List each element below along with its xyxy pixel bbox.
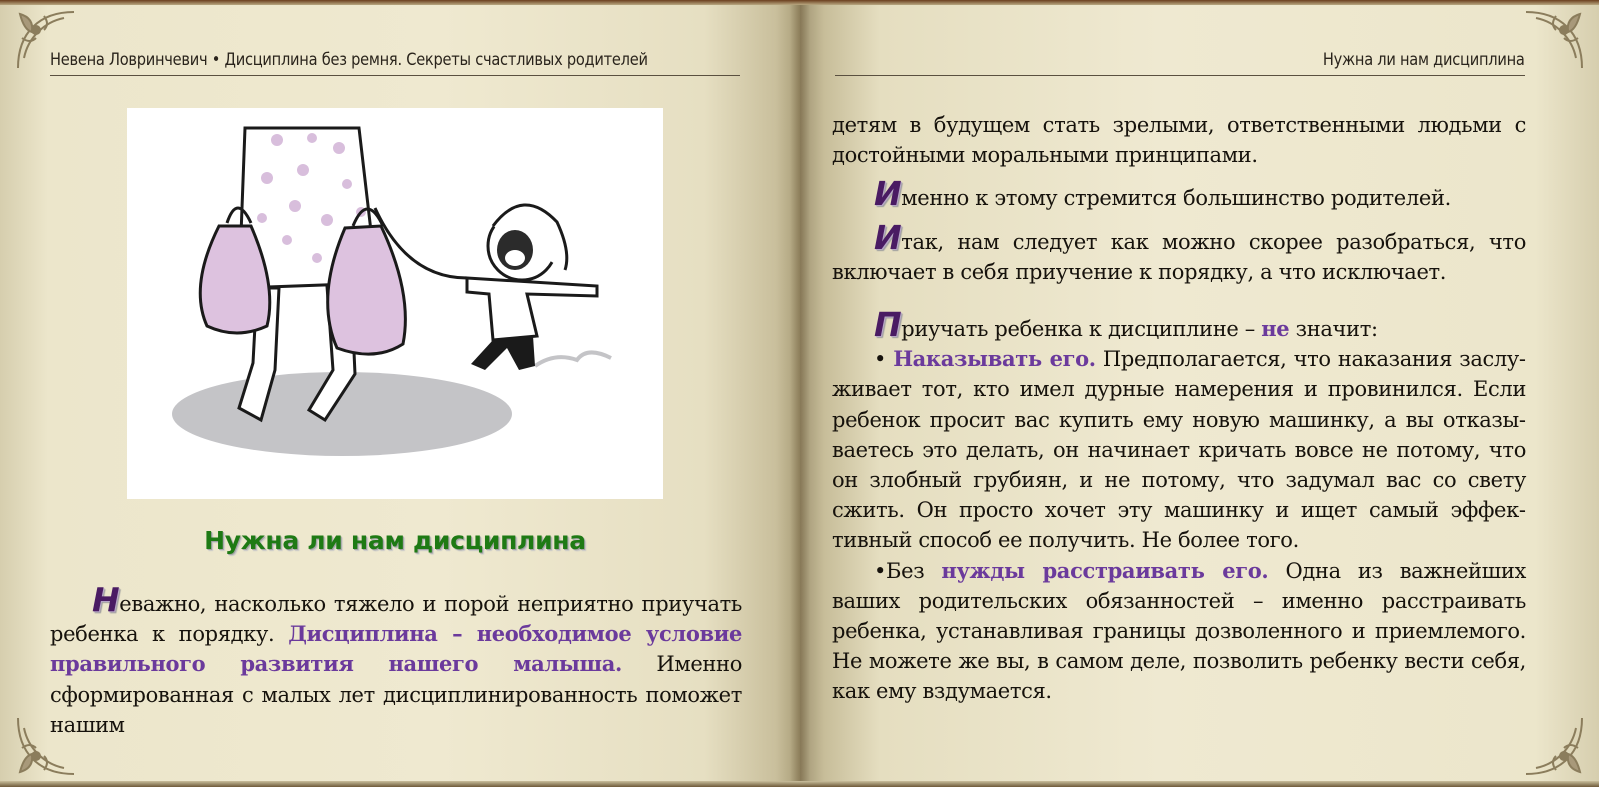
drop-cap: И <box>874 174 902 214</box>
paragraph <box>832 305 1526 345</box>
running-head-right <box>835 46 1525 76</box>
corner-ornament-icon <box>1516 708 1586 778</box>
drop-cap: Н <box>92 580 120 619</box>
bullet-icon: • <box>874 347 887 372</box>
running-head-left <box>50 46 740 76</box>
highlighted-text: не <box>1261 316 1290 342</box>
corner-ornament-icon <box>1516 8 1586 78</box>
paragraph <box>832 217 1526 287</box>
bullet-icon: • <box>874 558 887 583</box>
paragraph-text: еважно, насколько тяжело и порой неприятно приучать ребенка к порядку. <box>50 592 742 647</box>
left-page-body <box>50 580 742 740</box>
drop-cap: П <box>874 305 902 345</box>
illustration-mother-child <box>127 108 663 499</box>
drop-cap: И <box>874 217 902 257</box>
chapter-title: Нужна ли нам дисциплина <box>204 526 586 555</box>
mother-dragging-child-illustration <box>127 108 663 499</box>
paragraph-text: так, нам следует как можно скорее разобраться, что включает в себя приучение к порядку, а что исключает. <box>832 229 1526 284</box>
paragraph <box>50 580 742 740</box>
paragraph-text: риучать ребенка к дисциплине – <box>901 317 1262 342</box>
running-head-left-text: Невена Ловринчевич • Дисциплина без ремня. Секреты счастливых родителей <box>50 50 648 70</box>
paragraph-text: менно к этому стремится большинство родителей. <box>901 186 1451 211</box>
book-spine <box>790 0 810 787</box>
highlighted-text: Наказывать его. <box>893 346 1096 372</box>
paragraph-text: Без <box>886 558 942 583</box>
book-top-edge <box>0 0 1599 5</box>
book-bottom-edge <box>0 781 1599 787</box>
running-head-right-text: Нужна ли нам дисциплина <box>1323 50 1525 70</box>
paragraph: детям в будущем стать зрелыми, ответственными людьми с достойными моральными принципами. <box>832 113 1526 168</box>
bullet-item <box>832 344 1526 555</box>
paragraph-text: Одна из важнейших ваших родительских обязанностей – именно расстраивать ребенка, устанавливая границы дозволенного и приемлемого. Не можете же вы, в самом деле, позволить ребенку вести себя, как ему вздумается. <box>832 558 1526 704</box>
paragraph <box>832 174 1526 214</box>
paragraph-text: значит: <box>1289 317 1378 342</box>
paragraph-text: Предполагается, что наказания заслуживает тот, кто имел дурные намерения и провинился. Если ребенок просит вас купить ему новую машинку, а вы отказываетесь это делать, он начинает кричать вовсе не потому, что он злобный грубиян, и не потому, что задумал вас со свету сжить. Он просто хочет эту машинку и ищет самый эффективный способ ее получить. Не более того. <box>832 347 1527 553</box>
paragraph-text: Именно сформированная с малых лет дисциплинированность поможет нашим <box>50 652 742 737</box>
bullet-item <box>832 556 1526 707</box>
highlighted-text: нужды расстраивать его. <box>941 557 1269 583</box>
right-page-body <box>832 110 1526 707</box>
highlighted-text: Дисциплина – необходимое условие правильного развития нашего малыша. <box>50 621 742 677</box>
